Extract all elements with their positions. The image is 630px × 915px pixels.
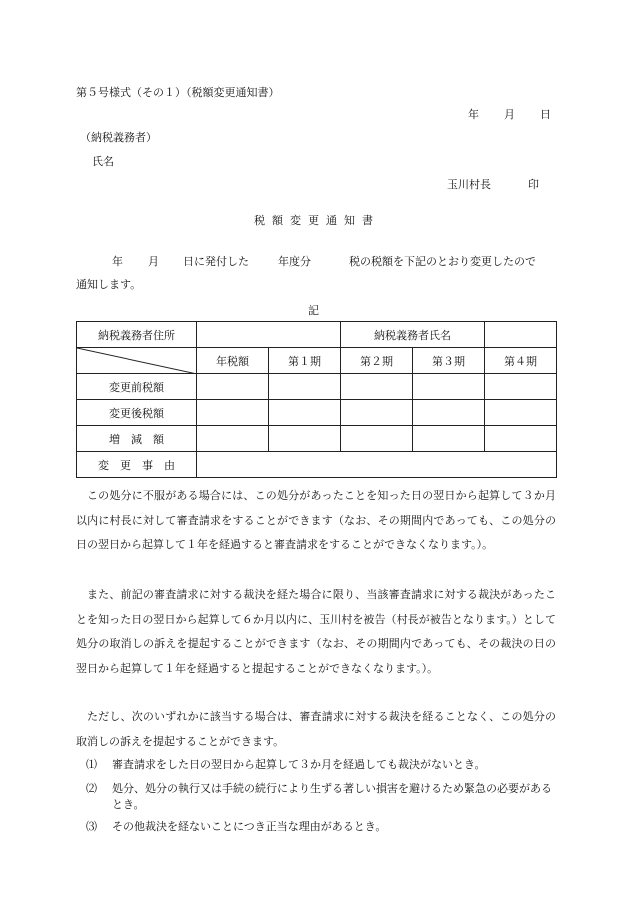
value-cell: [413, 374, 485, 400]
row-header: 変更前税額: [77, 374, 197, 400]
date-day: 日: [540, 108, 551, 121]
value-cell: [269, 374, 341, 400]
value-cell: [341, 374, 413, 400]
table-row: [77, 426, 557, 452]
value-cell: [269, 400, 341, 426]
value-cell: [197, 400, 269, 426]
row-header: 変 更 事 由: [77, 452, 197, 478]
ki-label: 記: [308, 304, 319, 317]
table-row: [77, 452, 557, 478]
table-row: [77, 374, 557, 400]
value-cell: [485, 400, 557, 426]
column-header: 第２期: [341, 348, 413, 374]
value-cell: [485, 426, 557, 452]
value-cell: [413, 426, 485, 452]
diagonal-header-cell: [77, 348, 197, 374]
paragraph-lawsuit: また、前記の審査請求に対する裁決を経た場合に限り、当該審査請求に対する裁決があったことを知った日の翌日から起算して６か月以内に、玉川村を被告（村長が被告となります。）として処分の取消しの訴えを提起することができます（なお、その期間内であっても、その裁決の日の翌日から起算して１年を経過すると提起することができなくなります。）。: [76, 588, 556, 675]
value-cell: [197, 374, 269, 400]
row-header: 変更後税額: [77, 400, 197, 426]
paragraph-appeal: この処分に不服がある場合には、この処分があったことを知った日の翌日から起算して３か月以内に村長に対して審査請求をすることができます（なお、その期間内であっても、この処分の日の翌日から起算して１年を経過すると審査請求をすることができなくなります。）。: [76, 489, 556, 551]
table-row: [77, 348, 557, 374]
list-item-number: ⑶: [86, 820, 97, 833]
seal: 印: [528, 178, 539, 191]
intro-year: 年: [112, 255, 123, 268]
date-month: 月: [504, 108, 515, 121]
value-cell: [197, 426, 269, 452]
column-header: 第３期: [413, 348, 485, 374]
date-year: 年: [468, 108, 479, 121]
column-header: 第４期: [485, 348, 557, 374]
reason-cell: [197, 452, 557, 478]
list-item-text: その他裁決を経ないことにつき正当な理由があるとき。: [112, 820, 387, 833]
column-header: 年税額: [197, 348, 269, 374]
intro-fiscal-year: 年度分: [278, 255, 311, 268]
column-header: 第１期: [269, 348, 341, 374]
name-label: 氏名: [92, 155, 114, 168]
list-item-text: 審査請求をした日の翌日から起算して３か月を経過しても裁決がないとき。: [112, 758, 486, 771]
value-cell: [341, 400, 413, 426]
intro-month: 月: [148, 255, 159, 268]
value-cell: [485, 374, 557, 400]
row-header: 増 減 額: [77, 426, 197, 452]
document-title: 税額変更通知書: [254, 214, 380, 227]
address-value-cell: [197, 322, 341, 348]
intro-tax-change: 税の税額を下記のとおり変更したので: [349, 255, 536, 268]
address-label-cell: 納税義務者住所: [77, 322, 197, 348]
diagonal-line: [77, 348, 197, 374]
table-row: [77, 322, 557, 348]
list-item-number: ⑴: [86, 758, 97, 771]
list-item-text: 処分、処分の執行又は手続の続行により生ずる著しい損害を避けるため緊急の必要があるとき。: [112, 782, 552, 811]
table-row: [77, 400, 557, 426]
name-value-cell: [485, 322, 557, 348]
value-cell: [341, 426, 413, 452]
intro-issued: 日に発付した: [183, 255, 249, 268]
tax-change-table: [76, 321, 557, 478]
form-label: 第５号様式（その１）（税額変更通知書）: [76, 86, 280, 99]
intro-notify: 通知します。: [76, 278, 142, 291]
issuer: 玉川村長: [447, 178, 491, 191]
list-item-number: ⑵: [86, 782, 97, 795]
value-cell: [413, 400, 485, 426]
addressee-label: （納税義務者）: [80, 131, 157, 144]
value-cell: [269, 426, 341, 452]
paragraph-exceptions: ただし、次のいずれかに該当する場合は、審査請求に対する裁決を経ることなく、この処分の取消しの訴えを提起することができます。: [76, 710, 556, 748]
name-label-cell: 納税義務者氏名: [341, 322, 485, 348]
